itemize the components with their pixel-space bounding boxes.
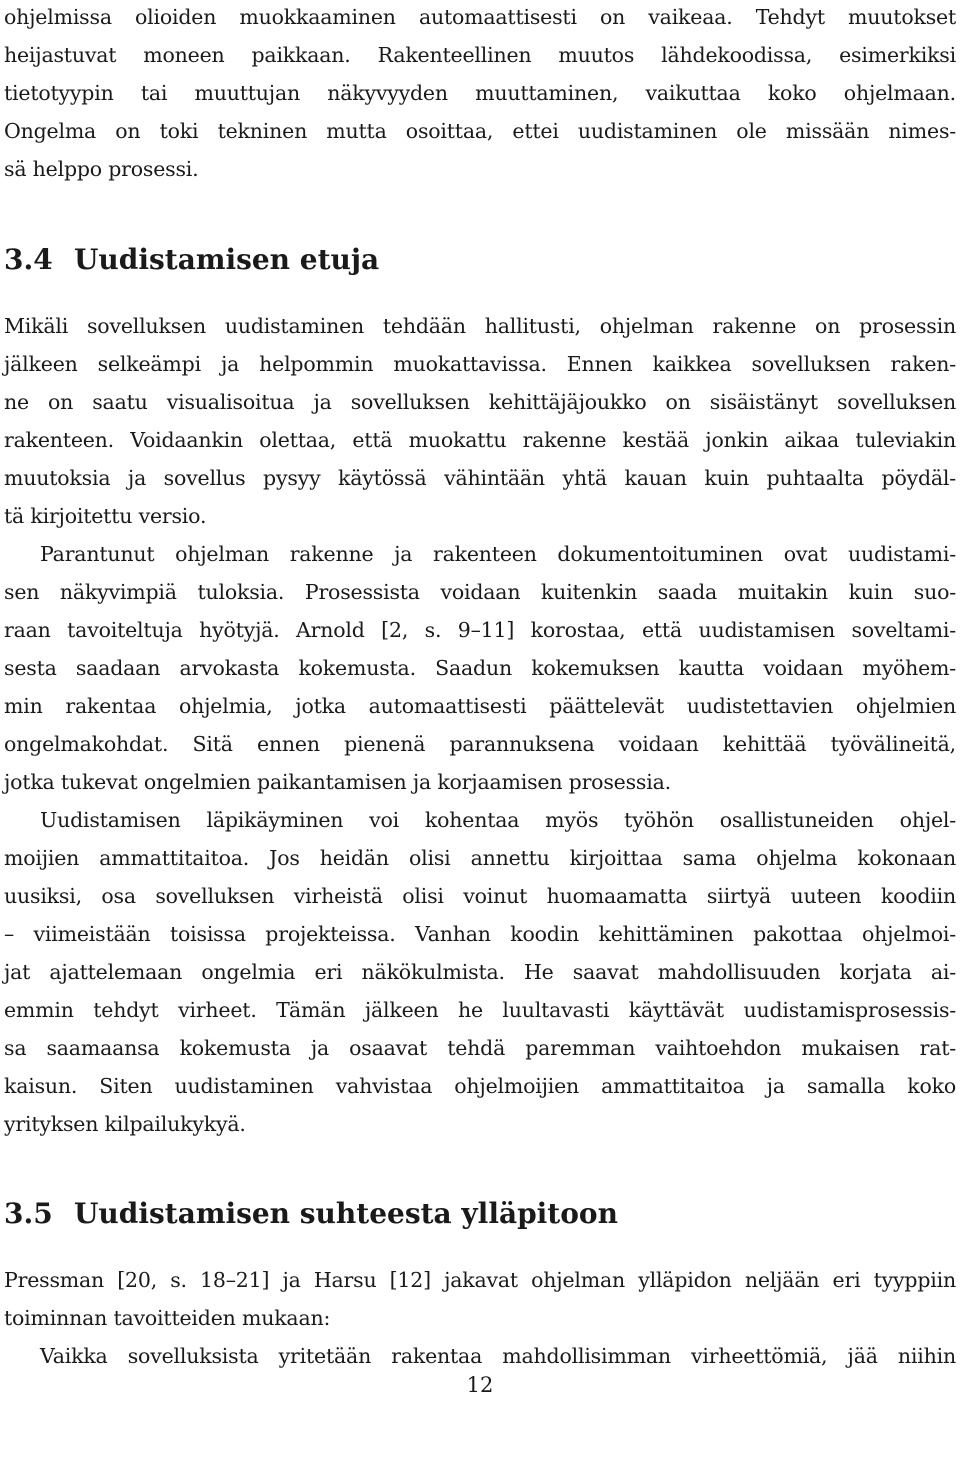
text-line: toiminnan tavoitteiden mukaan: <box>4 1306 331 1330</box>
text-line: tä kirjoitettu versio. <box>4 504 207 528</box>
text-line: rakenteen. Voidaankin olettaa, että muokattu rakenne kestää jonkin aikaa tuleviakin <box>4 428 956 452</box>
text-line: Parantunut ohjelman rakenne ja rakenteen dokumentoituminen ovat uudistami- <box>40 542 956 566</box>
text-line: ne on saatu visualisoitua ja sovelluksen kehittäjäjoukko on sisäistänyt sovelluksen <box>4 390 956 414</box>
text-line: sen näkyvimpiä tuloksia. Prosessista voidaan kuitenkin saada muitakin kuin suo- <box>4 580 956 604</box>
text-line: sa saamaansa kokemusta ja osaavat tehdä paremman vaihtoehdon mukaisen rat- <box>4 1036 956 1060</box>
page-number: 12 <box>466 1373 494 1397</box>
text-line: kaisun. Siten uudistaminen vahvistaa ohjelmoijien ammattitaitoa ja samalla koko <box>4 1074 956 1098</box>
section-number: 3.4 <box>4 243 53 276</box>
text-line: – viimeistään toisissa projekteissa. Vanhan koodin kehittäminen pakottaa ohjelmoi- <box>4 922 956 946</box>
section-number: 3.5 <box>4 1197 53 1230</box>
section-title: Uudistamisen etuja <box>74 243 380 276</box>
text-line: heijastuvat moneen paikkaan. Rakenteellinen muutos lähdekoodissa, esimerkiksi <box>4 43 956 67</box>
text-line: min rakentaa ohjelmia, jotka automaattisesti päättelevät uudistettavien ohjelmien <box>4 694 956 718</box>
text-line: Mikäli sovelluksen uudistaminen tehdään hallitusti, ohjelman rakenne on prosessin <box>4 314 956 338</box>
text-line: jälkeen selkeämpi ja helpommin muokattavissa. Ennen kaikkea sovelluksen raken- <box>4 352 956 376</box>
text-line: raan tavoiteltuja hyötyjä. Arnold [2, s. 9–11] korostaa, että uudistamisen soveltami- <box>4 618 956 642</box>
text-line: yrityksen kilpailukykyä. <box>4 1112 246 1136</box>
text-line: Pressman [20, s. 18–21] ja Harsu [12] jakavat ohjelman ylläpidon neljään eri tyyppiin <box>4 1268 956 1292</box>
text-line: muutoksia ja sovellus pysyy käytössä vähintään yhtä kauan kuin puhtaalta pöydäl- <box>4 466 956 490</box>
section-title: Uudistamisen suhteesta ylläpitoon <box>74 1197 618 1230</box>
section-heading-3-5 <box>4 1194 618 1234</box>
text-line: sesta saadaan arvokasta kokemusta. Saadun kokemuksen kautta voidaan myöhem- <box>4 656 956 680</box>
text-line: Uudistamisen läpikäyminen voi kohentaa myös työhön osallistuneiden ohjel- <box>40 808 956 832</box>
text-line: moijien ammattitaitoa. Jos heidän olisi annettu kirjoittaa sama ohjelma kokonaan <box>4 846 956 870</box>
text-line: jotka tukevat ongelmien paikantamisen ja korjaamisen prosessia. <box>4 770 671 794</box>
section-heading-3-4 <box>4 240 379 280</box>
text-line: ongelmakohdat. Sitä ennen pienenä parannuksena voidaan kehittää työvälineitä, <box>4 732 956 756</box>
text-line: emmin tehdyt virheet. Tämän jälkeen he luultavasti käyttävät uudistamisprosessis- <box>4 998 956 1022</box>
text-line: sä helppo prosessi. <box>4 157 199 181</box>
text-line: Ongelma on toki tekninen mutta osoittaa, ettei uudistaminen ole missään nimes- <box>4 119 956 143</box>
text-line: Vaikka sovelluksista yritetään rakentaa mahdollisimman virheettömiä, jää niihin <box>40 1344 956 1368</box>
text-line: ohjelmissa olioiden muokkaaminen automaattisesti on vaikeaa. Tehdyt muutokset <box>4 5 956 29</box>
text-line: jat ajattelemaan ongelmia eri näkökulmista. He saavat mahdollisuuden korjata ai- <box>4 960 956 984</box>
text-line: tietotyypin tai muuttujan näkyvyyden muuttaminen, vaikuttaa koko ohjelmaan. <box>4 81 956 105</box>
text-line: uusiksi, osa sovelluksen virheistä olisi voinut huomaamatta siirtyä uuteen koodiin <box>4 884 956 908</box>
